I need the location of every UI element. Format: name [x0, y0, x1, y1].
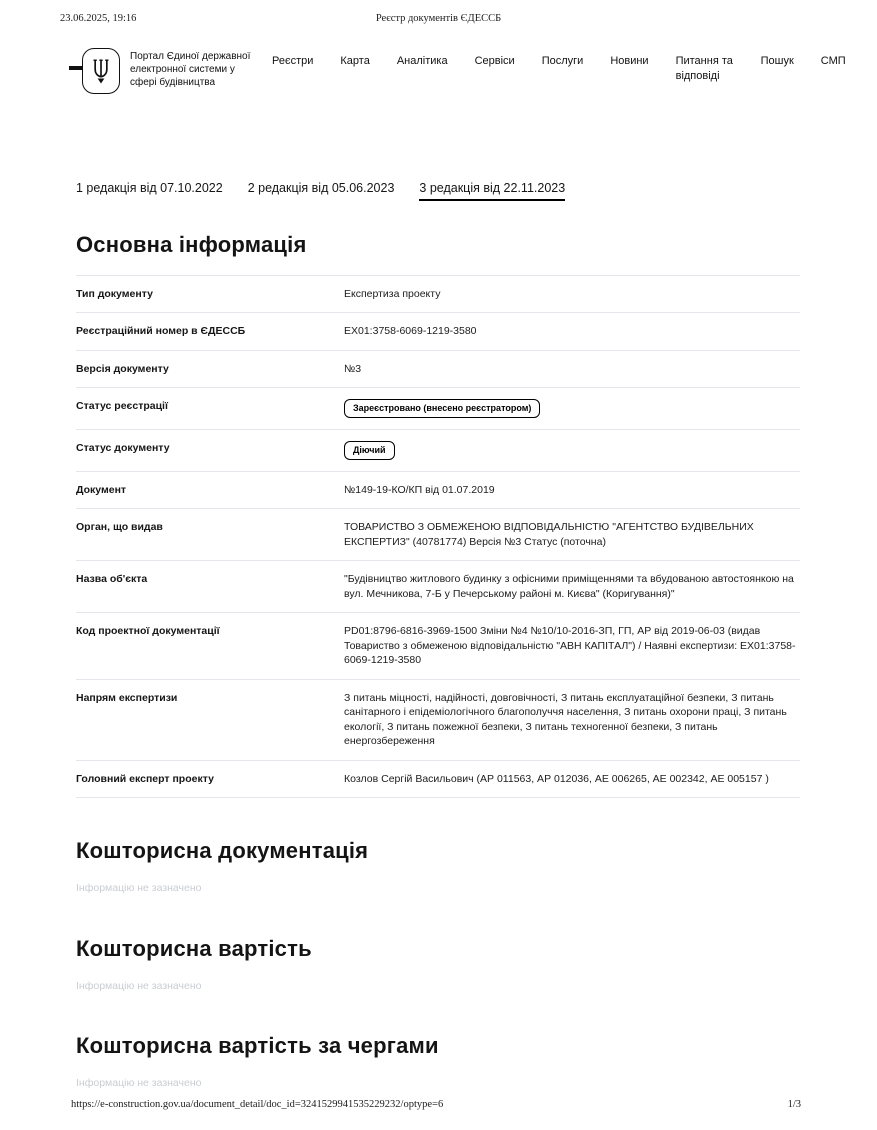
trident-icon [91, 57, 111, 85]
row-value [344, 441, 800, 460]
section-estimate-cost-by-stages [76, 1033, 800, 1091]
nav-item-services[interactable]: Сервіси [474, 55, 515, 67]
nav-item-faq[interactable]: Питання та відповіді [675, 55, 733, 82]
table-row-project-doc-code [76, 612, 800, 678]
row-label: Орган, що видав [76, 521, 163, 534]
row-label: Документ [76, 483, 127, 496]
document-detail [76, 181, 800, 1091]
row-value: "Будівництво житлового будинку з офісними приміщеннями та вбудованою автостоянкою на вул. Мечникова, 7-Б у Печерському районі м. Києва" (Коригування)" [344, 573, 794, 600]
nav-item-search[interactable]: Пошук [760, 55, 794, 67]
version-tabs [76, 181, 800, 201]
row-label: Статус документу [76, 442, 170, 455]
dash-icon [69, 66, 82, 70]
row-label: Назва об'єкта [76, 573, 148, 586]
table-row-document-type [76, 275, 800, 312]
row-value: ТОВАРИСТВО З ОБМЕЖЕНОЮ ВІДПОВІДАЛЬНІСТЮ "АГЕНТСТВО БУДІВЕЛЬНИХ ЕКСПЕРТИЗ" (40781774) Версія №3 Статус (поточна) [344, 521, 754, 548]
nav-item-news[interactable]: Новини [610, 55, 649, 67]
row-label: Тип документу [76, 288, 153, 300]
nav-item-smp[interactable]: СМП [820, 55, 846, 67]
print-datetime: 23.06.2025, 19:16 [60, 13, 137, 24]
table-row-expertise-direction [76, 679, 800, 760]
table-row-document [76, 471, 800, 508]
logo-text: Портал Єдиної державної електронної системи у сфері будівництва [130, 51, 251, 89]
nav-item-registers[interactable]: Реєстри [272, 55, 314, 67]
nav-item-analytics[interactable]: Аналітика [396, 55, 448, 67]
print-header [39, 13, 838, 27]
row-label: Головний експерт проекту [76, 772, 214, 785]
row-value: №3 [344, 362, 362, 375]
section-estimate-documentation [76, 838, 800, 896]
table-row-issuing-authority [76, 508, 800, 560]
table-row-chief-expert [76, 760, 800, 798]
empty-state-text: Інформацію не зазначено [76, 882, 202, 895]
print-page-number: 1/3 [787, 1099, 801, 1110]
nav-item-eservices[interactable]: Послуги [541, 55, 584, 67]
row-value: Козлов Сергій Васильович (АР 011563, АР 012036, АЕ 006265, АЕ 002342, АЕ 005157 ) [344, 772, 769, 785]
table-row-document-version [76, 350, 800, 387]
row-value: PD01:8796-6816-3969-1500 Зміни №4 №10/10-2016-ЗП, ГП, АР від 2019-06-03 (видав Товариство з обмеженою відповідальністю "АВН КАПІТАЛ") / Наявні експертизи: EX01:3758-6069-1219-3580 [344, 625, 796, 667]
table-row-registration-number [76, 312, 800, 349]
main-nav [272, 48, 846, 84]
section-title: Кошторисна документація [76, 838, 369, 864]
row-label: Реєстраційний номер в ЄДЕССБ [76, 325, 246, 338]
row-value: №149-19-КО/КП від 01.07.2019 [344, 483, 495, 496]
version-tab-2[interactable]: 2 редакція від 05.06.2023 [247, 181, 395, 195]
logo-frame [82, 48, 120, 94]
row-value: Експертиза проекту [344, 288, 441, 300]
nav-item-map[interactable]: Карта [340, 55, 370, 67]
table-row-document-status [76, 429, 800, 471]
row-value: EX01:3758-6069-1219-3580 [344, 325, 477, 338]
site-header [69, 48, 846, 94]
row-label: Версія документу [76, 362, 169, 375]
print-title: Реєстр документів ЄДЕССБ [375, 13, 502, 24]
row-label: Напрям експертизи [76, 691, 178, 704]
row-value [344, 399, 800, 418]
info-table [76, 275, 800, 798]
registration-status-badge: Зареєстровано (внесено реєстратором) [344, 399, 540, 418]
section-title: Кошторисна вартість [76, 935, 312, 961]
row-value: З питань міцності, надійності, довговічності, З питань експлуатаційної безпеки, З питань санітарного і епідеміологічного благополуччя населення, З питань охорони праці, З питань екології, З питань пожежної безпеки, З питань техногенної безпеки, З питань енергозбереження [344, 691, 787, 748]
print-url: https://e-construction.gov.ua/document_detail/doc_id=3241529941535229232/optype=6 [71, 1099, 444, 1110]
section-estimate-cost [76, 936, 800, 994]
print-footer [39, 1099, 838, 1113]
version-tab-3-active[interactable]: 3 редакція від 22.11.2023 [419, 181, 565, 201]
section-title: Кошторисна вартість за чергами [76, 1033, 439, 1059]
row-label: Код проектної документації [76, 625, 220, 638]
empty-state-text: Інформацію не зазначено [76, 979, 202, 992]
table-row-object-name [76, 560, 800, 612]
empty-state-text: Інформацію не зазначено [76, 1077, 202, 1090]
table-row-registration-status [76, 387, 800, 429]
document-status-badge: Діючий [344, 441, 395, 460]
page [39, 0, 846, 1130]
page-title: Основна інформація [76, 232, 307, 257]
row-label: Статус реєстрації [76, 400, 168, 413]
version-tab-1[interactable]: 1 редакція від 07.10.2022 [76, 181, 223, 195]
site-logo[interactable] [69, 48, 258, 94]
